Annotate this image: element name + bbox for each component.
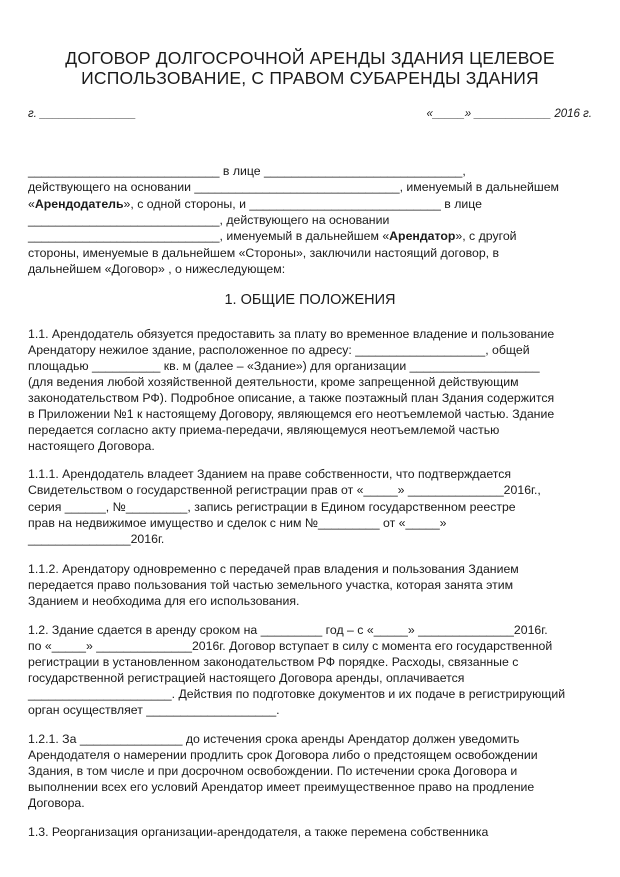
preamble-line: стороны, именуемые в дальнейшем «Стороны», заключили настоящий договор, в: [28, 246, 500, 260]
paragraph-line: по «_____» ______________2016г. Договор вступает в силу с момента его государственной: [28, 639, 553, 653]
paragraph-line: Арендодателя о намерении продлить срок Договора либо о предстоящем освобождении: [28, 748, 538, 762]
paragraph-line: передается право пользования той частью земельного участка, которая занята этим: [28, 578, 514, 592]
place-field: г. _______________: [28, 108, 136, 120]
paragraph-line: орган осуществляет ___________________.: [28, 703, 280, 717]
preamble-line: ____________________________, именуемый в дальнейшем «Арендатор», с другой: [28, 229, 517, 243]
title-line: ДОГОВОР ДОЛГОСРОЧНОЙ АРЕНДЫ ЗДАНИЯ ЦЕЛЕВОЕ: [65, 48, 555, 68]
paragraph-line: регистрации в установленном законодательством РФ порядке. Расходы, связанные с: [28, 655, 519, 669]
preamble-line: действующего на основании ______________________________, именуемый в дальнейшем: [28, 180, 560, 194]
paragraph-line: 1.3. Реорганизация организации-арендодателя, а также перемена собственника: [28, 825, 489, 839]
paragraph-line: Арендатору нежилое здание, расположенное по адресу: ___________________, общей: [28, 343, 530, 357]
paragraph-line: передается согласно акту приема-передачи, являющемуся неотъемлемой частью: [28, 423, 500, 437]
paragraph-line: _______________2016г.: [28, 532, 165, 546]
paragraph-line: Здания, в том числе и при досрочном освобождении. По истечении срока Договора и: [28, 764, 518, 778]
paragraph-line: 1.2. Здание сдается в аренду сроком на _________ год – с «_____» ______________2016г.: [28, 623, 548, 637]
preamble-line: ____________________________, действующего на основании: [28, 213, 390, 227]
lessee-term: Арендатор: [389, 229, 456, 243]
paragraph-line: (для ведения любой хозяйственной деятельности, кроме запрещенной действующим: [28, 375, 519, 389]
lessor-term: Арендодатель: [34, 197, 124, 211]
paragraph-line: Договора.: [28, 796, 85, 810]
paragraph-line: 1.1.1. Арендодатель владеет Зданием на праве собственности, что подтверждается: [28, 467, 512, 481]
preamble-line: дальнейшем «Договор» , о нижеследующем:: [28, 262, 286, 276]
paragraph-line: настоящего Договора.: [28, 439, 155, 453]
paragraph-line: выполнении всех его условий Арендатор имеет преимущественное право на продление: [28, 780, 535, 794]
paragraph-line: _____________________. Действия по подготовке документов и их подаче в регистрирующий: [28, 687, 566, 701]
paragraph-line: в Приложении №1 к настоящему Договору, являющемся его неотъемлемой частью. Здание: [28, 407, 555, 421]
title-line: ИСПОЛЬЗОВАНИЕ, С ПРАВОМ СУБАРЕНДЫ ЗДАНИЯ: [81, 68, 539, 88]
paragraph-line: государственной регистрацией настоящего Договора аренды, оплачивается: [28, 671, 465, 685]
preamble-line: ____________________________ в лице _____________________________,: [28, 164, 466, 178]
section-title: 1. ОБЩИЕ ПОЛОЖЕНИЯ: [224, 292, 396, 308]
paragraph-line: 1.1.2. Арендатору одновременно с передачей прав владения и пользования Зданием: [28, 562, 519, 576]
paragraph-line: прав на недвижимое имущество и сделок с ним №_________ от «_____»: [28, 516, 447, 530]
paragraph-line: законодательством РФ). Подробное описание, а также поэтажный план Здания содержится: [28, 391, 555, 405]
document-title: [30, 48, 590, 88]
paragraph-line: 1.2.1. За _______________ до истечения срока аренды Арендатор должен уведомить: [28, 732, 520, 746]
paragraph-line: Свидетельством о государственной регистрации прав от «_____» ______________2016г.,: [28, 483, 541, 497]
paragraph-line: 1.1. Арендодатель обязуется предоставить за плату во временное владение и пользование: [28, 327, 555, 341]
paragraph-line: серия ______, №_________, запись регистрации в Едином государственном реестре: [28, 500, 516, 514]
date-field: «_____» ____________ 2016 г.: [426, 108, 592, 120]
paragraph-line: Зданием и необходима для его использования.: [28, 594, 300, 608]
preamble-line: «Арендодатель», с одной стороны, и ____________________________ в лице: [28, 197, 482, 211]
paragraph-line: площадью __________ кв. м (далее – «Здание») для организации ___________________: [28, 359, 540, 373]
